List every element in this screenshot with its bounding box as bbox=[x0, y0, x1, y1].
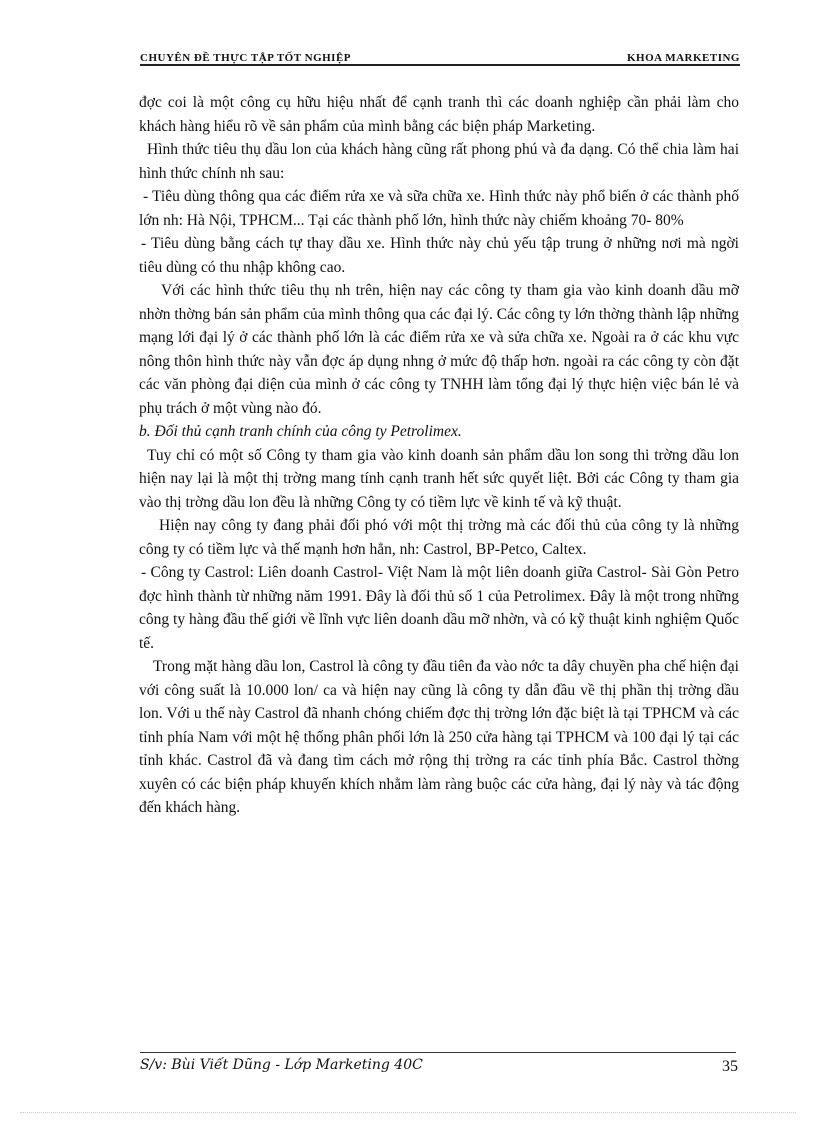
paragraph-intro: đợc coi là một công cụ hữu hiệu nhất để cạnh tranh thì các doanh nghiệp cần phải làm cho khách hàng hiểu rõ về sản phẩm của mình bằng các biện pháp Marketing. bbox=[139, 94, 739, 135]
header-title: CHUYÊN ĐỀ THỰC TẬP TỐT NGHIỆP bbox=[140, 52, 352, 64]
paragraph-castrol: - Công ty Castrol: Liên doanh Castrol- Việt Nam là một liên doanh giữa Castrol- Sài Gòn Petro đợc hình thành từ những năm 1991. Đây là đối thủ số 1 của Petrolimex. Đây là một trong những công ty hàng đầu thế giới về lĩnh vực liên doanh dầu mỡ nhờn, và có kỹ thuật kinh nghiệm Quốc tế. bbox=[139, 564, 739, 652]
section-subheading: b. Đối thủ cạnh tranh chính của công ty Petrolimex. bbox=[139, 423, 462, 440]
page-body bbox=[139, 91, 739, 820]
paragraph-consumption-forms: Hình thức tiêu thụ dầu lon của khách hàng cũng rất phong phú và đa dạng. Có thể chia làm hai hình thức chính nh sau: bbox=[139, 141, 739, 182]
paragraph-competitors: Hiện nay công ty đang phải đối phó với một thị trờng mà các đối thủ của công ty là những công ty có tiềm lực và thế mạnh hơn hẳn, nh: Castrol, BP-Petco, Caltex. bbox=[139, 517, 739, 558]
page-header bbox=[140, 50, 740, 66]
footer-author: S/v: Bùi Viết Dũng - Lớp Marketing 40C bbox=[140, 1057, 423, 1073]
header-department: KHOA MARKETING bbox=[626, 52, 740, 64]
paragraph-distribution: Với các hình thức tiêu thụ nh trên, hiện nay các công ty tham gia vào kinh doanh dầu mỡ nhờn thờng bán sản phẩm của mình thông qua các đại lý. Các công ty lớn thờng thành lập những mạng lới đại lý ở các thành phố lớn là các điểm rửa xe và sửa chữa xe. Ngoài ra ở các khu vực nông thôn hình thức này vẫn đợc áp dụng nhng ở mức độ thấp hơn. ngoài ra các công ty còn đặt các văn phòng đại diện của mình ở các công ty TNHH làm tổng đại lý thực hiện việc bán lẻ và phụ trách ở một vùng nào đó. bbox=[139, 282, 739, 417]
paragraph-competition: Tuy chỉ có một số Công ty tham gia vào kinh doanh sản phẩm dầu lon song thi trờng dầu lon hiện nay lại là một thị trờng mang tính cạnh tranh hết sức quyết liệt. Bởi các Công ty tham gia vào thị trờng dầu lon đều là những Công ty có tiềm lực về kinh tế và kỹ thuật. bbox=[139, 446, 739, 511]
footer-divider bbox=[140, 1052, 736, 1053]
paragraph-castrol-market: Trong mặt hàng dầu lon, Castrol là công ty đầu tiên đa vào nớc ta dây chuyền pha chế hiện đại với công suất là 10.000 lon/ ca và hiện nay cũng là công ty dẫn đầu về thị phần thị trờng dầu lon. Với u thế này Castrol đã nhanh chóng chiếm đợc thị trờng lớn đặc biệt là tại TPHCM và các tỉnh phía Nam với một hệ thống phân phối lớn là 250 cửa hàng tại TPHCM và 100 đại lý tại các tỉnh khác. Castrol đã và đang tìm cách mở rộng thị trờng ra các tỉnh phía Bắc. Castrol thờng xuyên có các biện pháp khuyến khích nhằm làm ràng buộc các cửa hàng, đại lý này và tác động đến khách hàng. bbox=[139, 658, 739, 816]
paragraph-form-service: - Tiêu dùng thông qua các điểm rửa xe và sữa chữa xe. Hình thức này phổ biến ở các thành phố lớn nh: Hà Nội, TPHCM... Tại các thành phố lớn, hình thức này chiếm khoảng 70- 80% bbox=[139, 188, 739, 229]
page-number: 35 bbox=[722, 1058, 738, 1075]
page-edge-divider bbox=[20, 1112, 796, 1113]
paragraph-form-self: - Tiêu dùng bằng cách tự thay dầu xe. Hình thức này chủ yếu tập trung ở những nơi mà ngời tiêu dùng có thu nhập không cao. bbox=[139, 235, 739, 276]
